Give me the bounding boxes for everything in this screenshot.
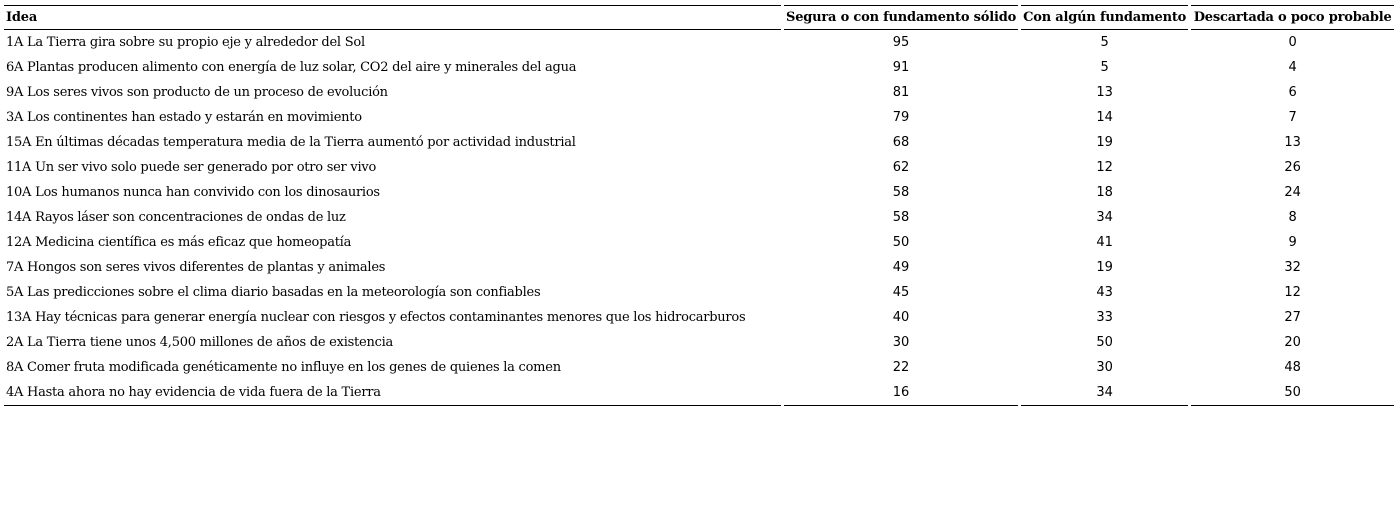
table-row (4, 55, 1394, 80)
cell-algun: 30 (1096, 360, 1113, 375)
cell-algun: 41 (1096, 235, 1113, 250)
cell-algun: 19 (1096, 260, 1113, 275)
table-row (4, 230, 1394, 255)
table-row (4, 180, 1394, 205)
cell-descartada: 50 (1191, 380, 1394, 406)
cell-idea: 9A Los seres vivos son producto de un proceso de evolución (6, 85, 388, 100)
cell-segura: 91 (892, 60, 910, 75)
table-row (4, 155, 1394, 180)
cell-descartada: 12 (1284, 285, 1301, 300)
header-row (4, 5, 1394, 30)
cell-descartada: 13 (1284, 135, 1301, 150)
cell-descartada: 32 (1284, 260, 1301, 275)
cell-algun: 34 (1096, 210, 1113, 225)
cell-idea: 11A Un ser vivo solo puede ser generado por otro ser vivo (6, 160, 377, 175)
cell-segura: 49 (892, 260, 910, 275)
cell-idea: 5A Las predicciones sobre el clima diario basadas en la meteorología son confiables (6, 285, 541, 300)
table-row (4, 380, 1394, 406)
cell-idea: 8A Comer fruta modificada genéticamente no influye en los genes de quienes la comen (6, 360, 561, 375)
cell-idea: 10A Los humanos nunca han convivido con los dinosaurios (6, 185, 380, 200)
cell-segura: 58 (892, 185, 910, 200)
cell-descartada: 7 (1288, 110, 1297, 125)
cell-segura: 50 (892, 235, 910, 250)
cell-segura: 30 (892, 335, 910, 350)
cell-descartada: 4 (1288, 60, 1297, 75)
cell-idea: 13A Hay técnicas para generar energía nuclear con riesgos y efectos contaminantes menores que los hidrocarburos (6, 310, 746, 325)
cell-descartada: 8 (1288, 210, 1297, 225)
header-segura: Segura o con fundamento sólido (784, 5, 1018, 30)
cell-descartada: 26 (1284, 160, 1301, 175)
header-idea: Idea (4, 5, 781, 30)
table-row (4, 130, 1394, 155)
cell-algun: 5 (1100, 35, 1109, 50)
table-row (4, 280, 1394, 305)
cell-descartada: 27 (1284, 310, 1301, 325)
cell-idea: 15A En últimas décadas temperatura media de la Tierra aumentó por actividad industrial (6, 135, 576, 150)
header-descartada: Descartada o poco probable (1191, 5, 1394, 30)
cell-segura: 68 (892, 135, 910, 150)
cell-segura: 79 (892, 110, 910, 125)
header-con-algun-fundamento: Con algún fundamento (1021, 5, 1188, 30)
cell-segura: 16 (784, 380, 1018, 406)
table-row (4, 205, 1394, 230)
cell-idea: 6A Plantas producen alimento con energía de luz solar, CO2 del aire y minerales del agua (6, 60, 577, 75)
cell-segura: 95 (892, 35, 910, 50)
cell-segura: 22 (892, 360, 910, 375)
table-row (4, 80, 1394, 105)
cell-algun: 18 (1096, 185, 1113, 200)
cell-idea: 14A Rayos láser son concentraciones de ondas de luz (6, 210, 346, 225)
cell-segura: 40 (892, 310, 910, 325)
ideas-table (1, 5, 1397, 406)
table-row (4, 105, 1394, 130)
cell-segura: 58 (892, 210, 910, 225)
cell-descartada: 9 (1288, 235, 1297, 250)
table-row (4, 330, 1394, 355)
table-container (4, 5, 1397, 406)
cell-algun: 14 (1096, 110, 1113, 125)
cell-idea: 1A La Tierra gira sobre su propio eje y alrededor del Sol (6, 35, 365, 50)
cell-descartada: 20 (1284, 335, 1301, 350)
table-row (4, 30, 1394, 55)
cell-idea: 12A Medicina científica es más eficaz que homeopatía (6, 235, 352, 250)
cell-idea: 2A La Tierra tiene unos 4,500 millones de años de existencia (6, 335, 394, 350)
cell-idea: 3A Los continentes han estado y estarán en movimiento (6, 110, 362, 125)
cell-algun: 34 (1021, 380, 1188, 406)
cell-descartada: 24 (1284, 185, 1301, 200)
table-row (4, 305, 1394, 330)
cell-algun: 19 (1096, 135, 1113, 150)
table-row (4, 255, 1394, 280)
table-row (4, 355, 1394, 380)
cell-descartada: 48 (1284, 360, 1301, 375)
cell-algun: 5 (1100, 60, 1109, 75)
cell-algun: 43 (1096, 285, 1113, 300)
cell-descartada: 6 (1288, 85, 1297, 100)
cell-segura: 62 (892, 160, 910, 175)
cell-descartada: 0 (1288, 35, 1297, 50)
cell-segura: 81 (892, 85, 910, 100)
cell-algun: 33 (1096, 310, 1113, 325)
cell-algun: 13 (1096, 85, 1113, 100)
cell-algun: 50 (1096, 335, 1113, 350)
cell-segura: 45 (892, 285, 910, 300)
cell-idea: 4A Hasta ahora no hay evidencia de vida fuera de la Tierra (4, 380, 781, 406)
cell-algun: 12 (1096, 160, 1113, 175)
cell-idea: 7A Hongos son seres vivos diferentes de plantas y animales (6, 260, 386, 275)
